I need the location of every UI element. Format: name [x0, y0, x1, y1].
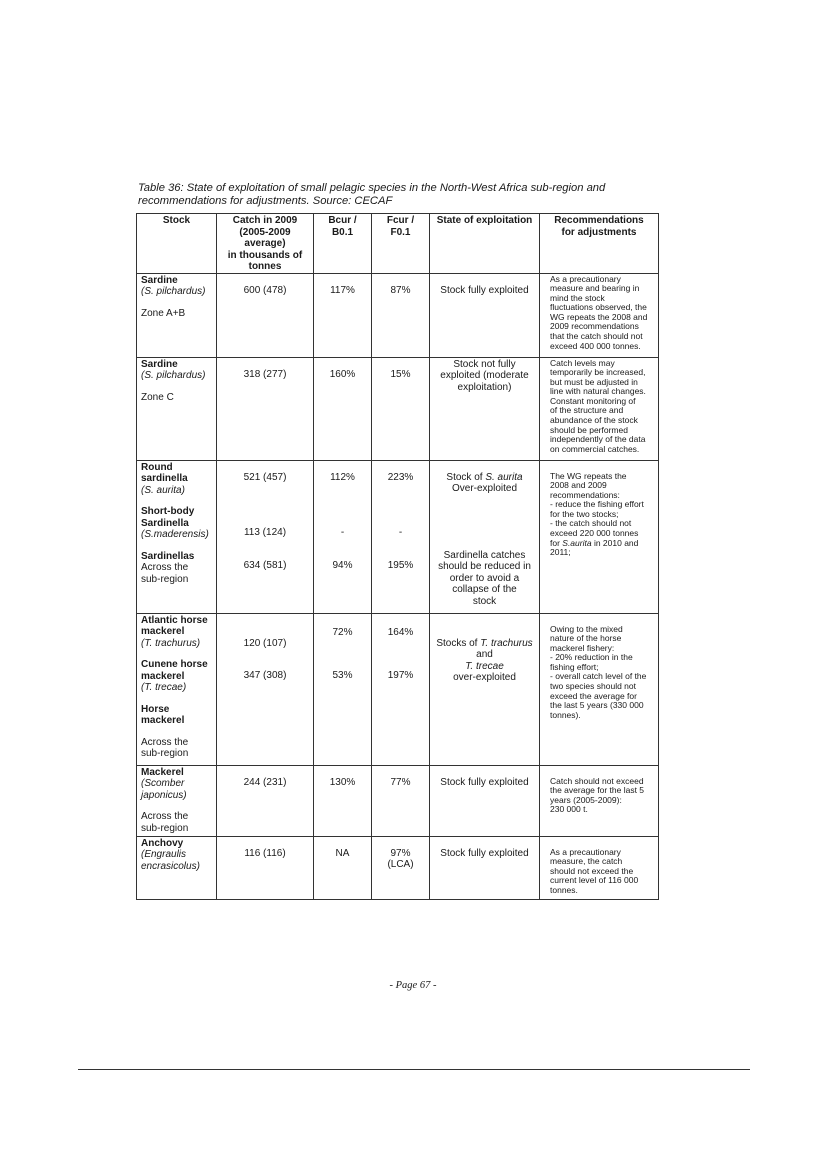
recommendation-cell: As a precautionary measure and bearing in mind the stock fluctuations observed, the WG repeats the 2008 and 2009 recommendations that the catch should not exceed 400 000 tonnes.	[540, 273, 659, 357]
table-caption	[138, 182, 658, 208]
table-row	[137, 357, 659, 460]
catch-cell: 521 (457) 113 (124) 634 (581)	[217, 460, 314, 613]
recommendation-cell: The WG repeats the 2008 and 2009 recommendations: - reduce the fishing effort for the two stocks; - the catch should not exceed 220 000 tonnes for S.aurita in 2010 and 2011;	[540, 460, 659, 613]
caption-line-1: Table 36: State of exploitation of small pelagic species in the North-West Africa sub-region and	[138, 182, 606, 194]
recommendation-cell: Catch levels may temporarily be increased, but must be adjusted in line with natural changes. Constant monitoring of of the structure and abundance of the stock should be performed independently of the data on commercial catches.	[540, 357, 659, 460]
fcur-cell: 223% - 195%	[372, 460, 430, 613]
bcur-cell: 112% - 94%	[314, 460, 372, 613]
caption-line-2: recommendations for adjustments. Source: CECAF	[138, 195, 393, 207]
header-row	[137, 214, 659, 274]
recommendation-cell: Catch should not exceed the average for the last 5 years (2005-2009): 230 000 t.	[540, 765, 659, 836]
table-row	[137, 765, 659, 836]
stock-cell: Round sardinella (S. aurita) Short-body Sardinella (S.maderensis) Sardinellas Across the sub-region	[137, 460, 217, 613]
state-cell: Stock fully exploited	[430, 765, 540, 836]
stock-cell: Mackerel (Scomber japonicus) Across the sub-region	[137, 765, 217, 836]
stock-cell: Atlantic horse mackerel (T. trachurus) Cunene horse mackerel (T. trecae) Horse mackerel Across the sub-region	[137, 613, 217, 765]
state-cell: Stock fully exploited	[430, 836, 540, 899]
header-bcur: Bcur / B0.1	[314, 214, 372, 274]
table-row	[137, 613, 659, 765]
header-state: State of exploitation	[430, 214, 540, 274]
footer-divider	[78, 1069, 750, 1070]
state-cell: Stock not fully exploited (moderate exploitation)	[430, 357, 540, 460]
fcur-cell: 97% (LCA)	[372, 836, 430, 899]
fcur-cell: 164% 197%	[372, 613, 430, 765]
page-number: - Page 67 -	[389, 980, 437, 991]
catch-cell: 600 (478)	[217, 273, 314, 357]
bcur-cell: 130%	[314, 765, 372, 836]
bcur-cell: 160%	[314, 357, 372, 460]
stock-cell: Sardine (S. pilchardus) Zone A+B	[137, 273, 217, 357]
state-cell: Stock fully exploited	[430, 273, 540, 357]
catch-cell: 120 (107) 347 (308)	[217, 613, 314, 765]
state-cell: Stocks of T. trachurus and T. trecae over-exploited	[430, 613, 540, 765]
header-stock: Stock	[137, 214, 217, 274]
exploitation-table	[136, 213, 659, 900]
fcur-cell: 77%	[372, 765, 430, 836]
catch-cell: 116 (116)	[217, 836, 314, 899]
header-recommendations: Recommendations for adjustments	[540, 214, 659, 274]
catch-cell: 318 (277)	[217, 357, 314, 460]
bcur-cell: 117%	[314, 273, 372, 357]
table-row	[137, 836, 659, 899]
header-fcur: Fcur / F0.1	[372, 214, 430, 274]
recommendation-cell: As a precautionary measure, the catch should not exceed the current level of 116 000 tonnes.	[540, 836, 659, 899]
recommendation-cell: Owing to the mixed nature of the horse mackerel fishery: - 20% reduction in the fishing effort; - overall catch level of the two species should not exceed the average for the last 5 years (330 000 tonnes).	[540, 613, 659, 765]
stock-cell: Anchovy (Engraulis encrasicolus)	[137, 836, 217, 899]
stock-cell: Sardine (S. pilchardus) Zone C	[137, 357, 217, 460]
bcur-cell: NA	[314, 836, 372, 899]
fcur-cell: 15%	[372, 357, 430, 460]
table-row	[137, 273, 659, 357]
header-catch: Catch in 2009 (2005-2009 average) in thousands of tonnes	[217, 214, 314, 274]
state-cell: Stock of S. aurita Over-exploited Sardinella catches should be reduced in order to avoid a collapse of the stock	[430, 460, 540, 613]
fcur-cell: 87%	[372, 273, 430, 357]
catch-cell: 244 (231)	[217, 765, 314, 836]
table-row	[137, 460, 659, 613]
bcur-cell: 72% 53%	[314, 613, 372, 765]
